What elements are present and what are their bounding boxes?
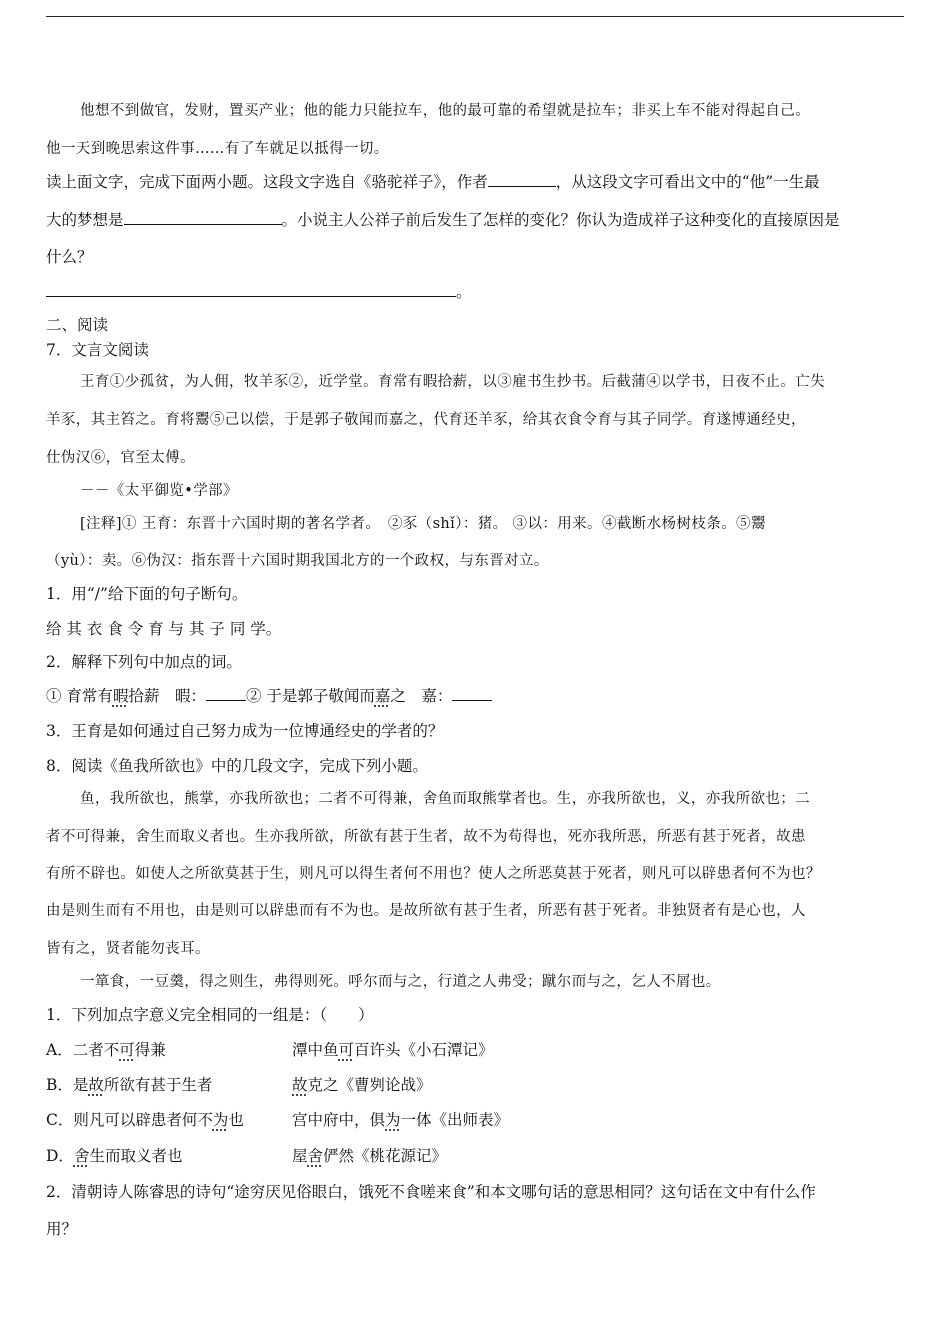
q8-passage-line4: 由是则生而有不用也，由是则可以辟患而有不为也。是故所欲有甚于生者，所恶有甚于死者。非独贤者有是心也，人 xyxy=(46,903,806,919)
q6-text: 读上面文字，完成下面两小题。这段文字选自《骆驼祥子》，作者 xyxy=(46,173,488,191)
q7-text-line3: 仕伪汉⑥，官至太傅。 xyxy=(46,450,195,466)
dotted-char: 为 xyxy=(385,1111,401,1129)
q7-text-line2: 羊豕，其主笞之。育将鬻⑤己以偿，于是郭子敬闻而嘉之，代育还羊豕，给其衣食令育与其子同学。育遂博通经史， xyxy=(46,412,806,428)
q7-sub3-question: 3．王育是如何通过自己努力成为一位博通经史的学者的？ xyxy=(46,722,444,740)
q7-source: －－《太平御览•学部》 xyxy=(80,483,238,499)
dotted-char: 可 xyxy=(338,1041,355,1059)
option-text: 所欲有甚于生者 xyxy=(103,1076,213,1094)
option-text: 生而取义者也 xyxy=(89,1147,183,1165)
xia-blank[interactable] xyxy=(206,686,246,701)
q6-line2 xyxy=(46,210,840,230)
q8-sub2-line1: 2．清朝诗人陈睿思的诗句“途穷厌见俗眼白，饿死不食嗟来食”和本文哪句话的意思相同？这句话在文中有什么作 xyxy=(46,1183,816,1201)
q8-passage-line5: 皆有之，贤者能勿丧耳。 xyxy=(46,941,210,957)
option-b-right xyxy=(292,1075,432,1095)
q8-sub2-line2: 用？ xyxy=(46,1220,78,1238)
option-d[interactable] xyxy=(46,1146,182,1166)
option-text: 百许头《小石潭记》 xyxy=(354,1041,494,1059)
option-text: 二者不 xyxy=(72,1041,120,1059)
q7-sub2-text: ② 于是郭子敬闻而 xyxy=(245,687,375,705)
q8-title: 8．阅读《鱼我所欲也》中的几段文字，完成下列小题。 xyxy=(46,757,428,775)
jia-blank[interactable] xyxy=(452,686,492,701)
option-letter: D． xyxy=(46,1147,74,1165)
option-letter: B． xyxy=(46,1076,73,1094)
option-text: 得兼 xyxy=(134,1041,166,1059)
dotted-char: 可 xyxy=(119,1041,135,1059)
option-text: 也 xyxy=(228,1111,244,1129)
section-title: 二、阅读 xyxy=(46,316,109,334)
option-text: 是 xyxy=(72,1076,89,1094)
q7-sub2-text: 之 嘉： xyxy=(390,687,453,705)
q6-text: ，从这段文字可看出文中的“他”一生最 xyxy=(555,173,820,191)
dotted-char: 暇 xyxy=(112,687,129,705)
option-text: 宫中府中，俱 xyxy=(292,1111,386,1129)
answer-blank[interactable] xyxy=(46,282,456,297)
q8-passage-p2: 一箪食，一豆羹，得之则生，弗得则死。呼尔而与之，行道之人弗受；蹴尔而与之，乞人不屑也。 xyxy=(80,974,721,990)
option-text: 屋 xyxy=(292,1147,308,1165)
author-blank[interactable] xyxy=(488,172,556,187)
option-text: 克之《曹刿论战》 xyxy=(307,1076,432,1094)
dotted-char: 舍 xyxy=(307,1147,324,1165)
q6-line1 xyxy=(46,172,820,192)
q6-answer-line xyxy=(46,282,472,302)
q6-text: 。小说主人公祥子前后发生了怎样的变化？你认为造成祥子这种变化的直接原因是 xyxy=(281,211,840,229)
q8-sub1-question: 1．下列加点字意义完全相同的一组是：（ ） xyxy=(46,1006,374,1024)
q6-line3: 什么？ xyxy=(46,248,93,266)
q7-sub1-question: 1．用“/”给下面的句子断句。 xyxy=(46,585,248,603)
dotted-char: 故 xyxy=(292,1076,308,1094)
passage1-line1: 他想不到做官，发财，置买产业；他的能力只能拉车，他的最可靠的希望就是拉车；非买上车不能对得起自己。 xyxy=(80,103,811,119)
q6-text: 大的梦想是 xyxy=(46,211,124,229)
dotted-char: 嘉 xyxy=(374,687,391,705)
option-a-right xyxy=(292,1040,494,1060)
option-d-right xyxy=(292,1146,447,1166)
option-text: 俨然《桃花源记》 xyxy=(323,1147,448,1165)
option-b[interactable] xyxy=(46,1075,212,1095)
q7-text-line1: 王育①少孤贫，为人佣，牧羊豕②，近学堂。育常有暇拾薪，以③雇书生抄书。后截蒲④以学书，日夜不止。亡失 xyxy=(80,374,825,390)
dotted-char: 为 xyxy=(212,1111,229,1129)
option-letter: A． xyxy=(46,1041,73,1059)
q7-title: 7．文言文阅读 xyxy=(46,341,149,359)
q6-period: 。 xyxy=(456,283,472,301)
option-letter: C． xyxy=(46,1111,74,1129)
q7-sub2-question: 2．解释下列句中加点的词。 xyxy=(46,653,242,671)
dotted-char: 故 xyxy=(88,1076,104,1094)
dotted-char: 舍 xyxy=(73,1147,90,1165)
q7-sub2-items xyxy=(46,686,492,706)
option-c-right xyxy=(292,1110,509,1130)
option-text: 潭中鱼 xyxy=(292,1041,339,1059)
q8-passage-line1: 鱼，我所欲也，熊掌，亦我所欲也；二者不可得兼，舍鱼而取熊掌者也。生，亦我所欲也，义，亦我所欲也；二 xyxy=(80,791,811,807)
q7-note-line2: （yù）：卖。⑥伪汉：指东晋十六国时期我国北方的一个政权，与东晋对立。 xyxy=(46,553,549,569)
option-text: 一体《出师表》 xyxy=(400,1111,510,1129)
header-rule xyxy=(46,16,904,17)
q8-passage-line3: 有所不辟也。如使人之所欲莫甚于生，则凡可以得生者何不用也？使人之所恶莫甚于死者，则凡可以辟患者何不为也？ xyxy=(46,866,821,882)
q7-note-line1: [注释]① 王育：东晋十六国时期的著名学者。 ②豕（shǐ）：猪。 ③以：用来。④截断水杨树枝条。⑤鬻 xyxy=(80,516,766,532)
q7-sub2-text: ① 育常有 xyxy=(46,687,113,705)
option-text: 则凡可以辟患者何不 xyxy=(73,1111,213,1129)
passage1-line2: 他一天到晚思索这件事……有了车就足以抵得一切。 xyxy=(46,141,389,157)
option-a[interactable] xyxy=(46,1040,166,1060)
dream-blank[interactable] xyxy=(124,210,282,225)
option-c[interactable] xyxy=(46,1110,244,1130)
q7-sub1-text: 给 其 衣 食 令 育 与 其 子 同 学。 xyxy=(46,620,282,638)
q8-passage-line2: 者不可得兼，舍生而取义者也。生亦我所欲，所欲有甚于生者，故不为苟得也，死亦我所恶，所恶有甚于死者，故患 xyxy=(46,829,806,845)
q7-sub2-text: 拾薪 暇： xyxy=(128,687,206,705)
